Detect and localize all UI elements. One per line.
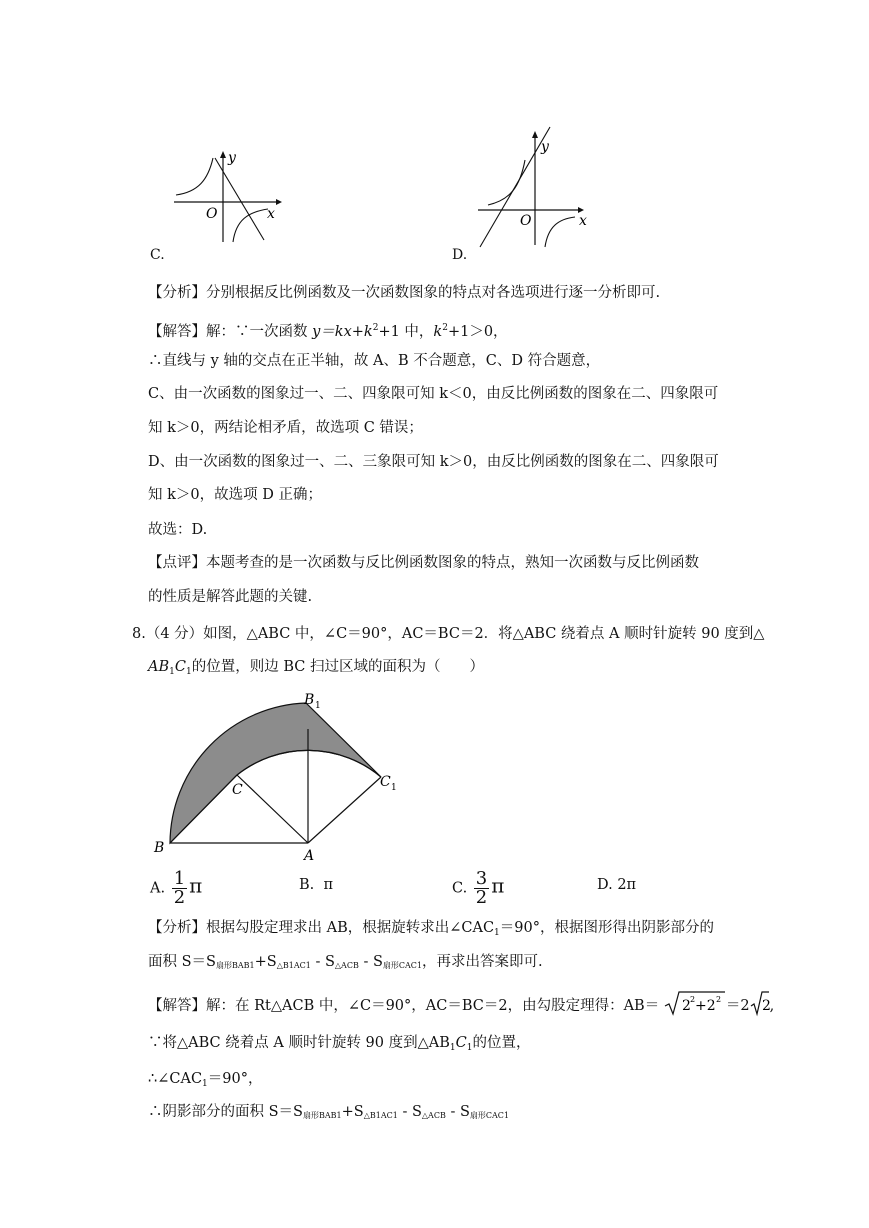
option-d[interactable]: D. 2π bbox=[597, 877, 637, 893]
q7-comment-2: 的性质是解答此题的关键. bbox=[148, 589, 313, 605]
graph-d-x-label: x bbox=[579, 213, 587, 229]
graph-d-origin-label: O bbox=[520, 213, 532, 229]
svg-text:2: 2 bbox=[681, 998, 691, 1014]
graph-d-hyperbola-left bbox=[488, 160, 525, 205]
q8-analysis-1: 【分析】根据勾股定理求出 AB，根据旋转求出$\angle CAC_1=90^\circ$，根据图形得出阴影部分的 bbox=[148, 920, 714, 938]
graph-c-y-label: y bbox=[228, 150, 236, 166]
q8-answer-3: $\therefore\angle CAC_1=90^\circ$， bbox=[148, 1071, 263, 1089]
segment-ac1 bbox=[308, 777, 381, 843]
shaded-region bbox=[170, 703, 381, 843]
answer-tag: 【解答】 bbox=[148, 324, 206, 340]
q8-answer-1: 【解答】解：在 Rt△ACB 中，∠C＝90°，AC＝BC＝2，由勾股定理得：AB＝ 2 2 +2 2 ＝2 2 , bbox=[148, 990, 774, 1022]
graph-d-y-label: y bbox=[541, 139, 549, 155]
label-c1-sub: 1 bbox=[391, 783, 397, 793]
label-c: C bbox=[232, 782, 243, 798]
label-b1-sub: 1 bbox=[315, 701, 321, 711]
graph-d-hyperbola-right bbox=[545, 217, 575, 247]
q8-stem-1: 8.（4 分）如图，△ABC 中，∠C＝90°，AC＝BC＝2．将△ABC 绕着点 A 顺时针旋转 90 度到△ bbox=[132, 626, 765, 642]
svg-text:2: 2 bbox=[715, 995, 721, 1004]
graph-c bbox=[168, 150, 288, 245]
q7-answer-line-1: 【解答】解：∵一次函数 $y=kx+k^2+1$ 中，$k^2+1>0$， bbox=[148, 323, 508, 340]
answer-tag: 【解答】 bbox=[148, 998, 206, 1014]
graph-d bbox=[470, 125, 595, 250]
graph-c-hyperbola-left bbox=[176, 158, 213, 195]
q7-answer-line-3: C、由一次函数的图象过一、二、四象限可知 k＜0，由反比例函数的图象在二、四象限可 bbox=[148, 386, 719, 402]
q8-figure bbox=[148, 690, 408, 865]
q7-answer-line-5: D、由一次函数的图象过一、二、三象限可知 k＞0，由反比例函数的图象在二、四象限可 bbox=[148, 454, 719, 470]
option-b[interactable]: B. π bbox=[299, 877, 334, 893]
q8-analysis-2: 面积 S＝S扇形BAB1+S△B1AC1 - S△ACB - S扇形CAC1，再求出答案即可. bbox=[148, 954, 543, 970]
option-a[interactable]: A. $\frac{1}{2}$ π bbox=[150, 868, 203, 908]
comment-tag: 【点评】 bbox=[148, 555, 206, 571]
q7-analysis: 【分析】分别根据反比例函数及一次函数图象的特点对各选项进行逐一分析即可. bbox=[148, 285, 661, 301]
q7-answer-line-7: 故选：D. bbox=[148, 522, 208, 538]
segment-ca bbox=[237, 775, 308, 843]
label-c1: C bbox=[380, 774, 391, 790]
q7-comment-1: 【点评】本题考查的是一次函数与反比例函数图象的特点，熟知一次函数与反比例函数 bbox=[148, 555, 699, 571]
svg-text:2: 2 bbox=[761, 998, 771, 1014]
label-b1: B bbox=[304, 692, 315, 708]
q7-answer-line-4: 知 k＞0，两结论相矛盾，故选项 C 错误； bbox=[148, 420, 423, 436]
graph-c-line bbox=[215, 158, 264, 240]
svg-text:+2: +2 bbox=[694, 998, 716, 1014]
q7-answer-line-2: ∴直线与 y 轴的交点在正半轴，故 A、B 不合题意，C、D 符合题意， bbox=[148, 353, 601, 369]
q7-answer-line-6: 知 k＞0，故选项 D 正确； bbox=[148, 487, 322, 503]
sqrt-expression bbox=[664, 990, 726, 1022]
graph-d-label: D. bbox=[452, 247, 468, 263]
graph-c-origin-label: O bbox=[206, 206, 218, 222]
analysis-tag: 【分析】 bbox=[148, 285, 206, 301]
analysis-tag: 【分析】 bbox=[148, 920, 206, 936]
graph-c-label: C. bbox=[150, 247, 165, 263]
option-c[interactable]: C. $\frac{3}{2}$ π bbox=[452, 868, 505, 908]
label-b: B bbox=[154, 840, 165, 856]
graph-d-line bbox=[480, 127, 550, 247]
q8-stem-2: $AB_1C_1$的位置，则边 BC 扫过区域的面积为（ ） bbox=[148, 659, 484, 677]
label-a: A bbox=[304, 848, 315, 864]
q8-answer-4: ∴阴影部分的面积 S＝S扇形BAB1+S△B1AC1 - S△ACB - S扇形CAC1 bbox=[148, 1104, 510, 1120]
graph-c-x-label: x bbox=[267, 206, 275, 222]
q8-answer-2: ∵将△ABC 绕着点 A 顺时针旋转 90 度到$\triangle AB_1C_1$的位置， bbox=[148, 1035, 531, 1053]
svg-text:2: 2 bbox=[689, 995, 695, 1004]
